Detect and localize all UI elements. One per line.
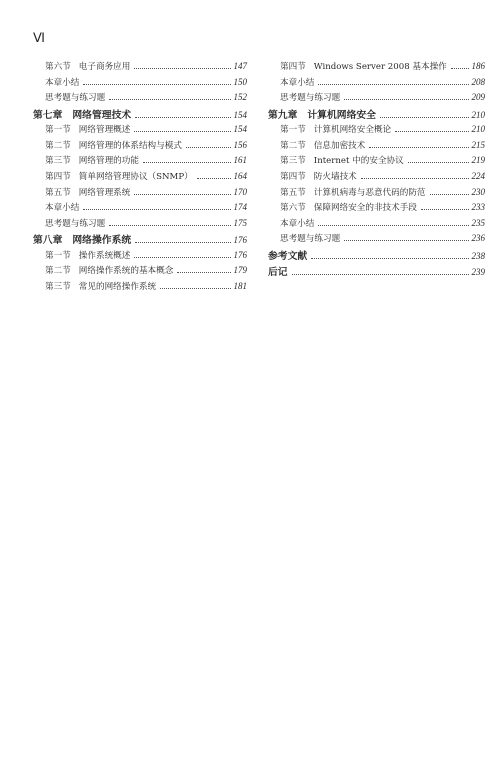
entry-number: 第七章 — [33, 109, 63, 121]
toc-section-entry[interactable] — [268, 170, 485, 186]
entry-page-number: 147 — [233, 61, 247, 71]
entry-title: 信息加密技术 — [313, 140, 366, 151]
entry-title: 参考文献 — [268, 250, 308, 262]
entry-title: Internet 中的安全协议 — [313, 156, 404, 167]
entry-page-number: 175 — [233, 217, 247, 228]
toc-section-entry[interactable] — [33, 91, 247, 107]
entry-title: 防火墙技术 — [313, 171, 357, 182]
page-number: Ⅵ — [33, 30, 45, 45]
toc-section-entry[interactable] — [33, 170, 247, 186]
entry-title: 网络管理技术 — [72, 109, 132, 121]
toc-left-column — [33, 60, 247, 296]
toc-section-entry[interactable] — [268, 217, 485, 233]
entry-title: 网络操作系统的基本概念 — [78, 266, 174, 277]
entry-number: 第二节 — [45, 266, 71, 277]
toc-chapter-entry[interactable] — [268, 248, 485, 264]
entry-page-number: 152 — [233, 92, 247, 103]
toc-section-entry[interactable] — [33, 264, 247, 280]
dot-leader — [109, 225, 230, 226]
entry-number: 第五节 — [280, 187, 306, 198]
dot-leader — [311, 258, 468, 259]
entry-number: 第六节 — [45, 62, 71, 72]
toc-section-entry[interactable] — [268, 91, 485, 107]
entry-number: 第八章 — [33, 235, 63, 247]
dot-leader — [361, 178, 469, 179]
entry-number: 第四节 — [280, 62, 306, 72]
entry-page-number: 154 — [233, 124, 247, 135]
dot-leader — [134, 68, 230, 69]
dot-leader — [421, 209, 469, 210]
dot-leader — [177, 272, 230, 273]
entry-page-number: 230 — [471, 186, 485, 197]
entry-number: 第一节 — [45, 125, 71, 136]
entry-page-number: 233 — [471, 202, 485, 213]
entry-title: 计算机网络安全 — [307, 109, 376, 121]
dot-leader — [83, 84, 230, 85]
entry-page-number: 179 — [233, 265, 247, 276]
entry-page-number: 164 — [233, 170, 247, 181]
dot-leader — [134, 131, 230, 132]
entry-page-number: 161 — [233, 155, 247, 166]
entry-title: 本章小结 — [45, 203, 80, 214]
dot-leader — [318, 225, 468, 226]
entry-title: 思考题与练习题 — [280, 234, 341, 245]
toc-section-entry[interactable] — [33, 201, 247, 217]
toc-section-entry[interactable] — [33, 139, 247, 155]
entry-page-number: 235 — [471, 217, 485, 228]
toc-chapter-entry[interactable] — [268, 264, 485, 280]
entry-page-number: 215 — [471, 139, 485, 150]
toc-section-entry[interactable] — [268, 232, 485, 248]
entry-title: 本章小结 — [280, 218, 315, 229]
entry-page-number: 154 — [233, 109, 247, 120]
entry-number: 第四节 — [45, 171, 71, 182]
dot-leader — [134, 257, 230, 258]
dot-leader — [369, 147, 468, 148]
dot-leader — [380, 117, 469, 118]
dot-leader — [318, 84, 468, 85]
dot-leader — [143, 162, 231, 163]
entry-number: 第三节 — [45, 156, 71, 167]
entry-title: 本章小结 — [280, 77, 315, 88]
entry-title: 网络管理的体系结构与模式 — [78, 140, 182, 151]
dot-leader — [292, 274, 469, 275]
toc-section-entry[interactable] — [33, 123, 247, 139]
toc-right-column — [268, 60, 485, 281]
dot-leader — [160, 288, 230, 289]
entry-page-number: 176 — [233, 235, 247, 246]
dot-leader — [134, 194, 230, 195]
dot-leader — [395, 131, 468, 132]
entry-page-number: 210 — [471, 109, 485, 120]
entry-title: 简单网络管理协议（SNMP） — [78, 171, 193, 182]
entry-page-number: 224 — [471, 170, 485, 181]
entry-number: 第九章 — [268, 109, 298, 121]
entry-page-number: 156 — [233, 139, 247, 150]
entry-page-number: 208 — [471, 76, 485, 87]
entry-page-number: 209 — [471, 92, 485, 103]
toc-section-entry[interactable] — [33, 76, 247, 92]
entry-number: 第五节 — [45, 187, 71, 198]
entry-title: 操作系统概述 — [78, 250, 131, 261]
entry-title: 电子商务应用 — [78, 62, 131, 72]
toc-section-entry[interactable] — [33, 280, 247, 296]
entry-title: 后记 — [268, 267, 288, 279]
entry-title: 网络管理系统 — [78, 187, 131, 198]
entry-title: 思考题与练习题 — [45, 93, 106, 104]
dot-leader — [430, 194, 469, 195]
toc-section-entry[interactable] — [268, 60, 485, 76]
entry-title: 网络操作系统 — [72, 235, 132, 247]
entry-number: 第一节 — [45, 250, 71, 261]
entry-number: 第六节 — [280, 203, 306, 214]
toc-section-entry[interactable] — [33, 249, 247, 265]
toc-section-entry[interactable] — [33, 154, 247, 170]
dot-leader — [186, 147, 231, 148]
dot-leader — [408, 162, 469, 163]
toc-section-entry[interactable] — [33, 186, 247, 202]
toc-section-entry[interactable] — [268, 201, 485, 217]
dot-leader — [109, 99, 230, 100]
entry-title: 网络管理概述 — [78, 125, 131, 136]
entry-title: 常见的网络操作系统 — [78, 281, 157, 292]
entry-title: Windows Server 2008 基本操作 — [313, 62, 447, 72]
entry-page-number: 236 — [471, 233, 485, 244]
entry-page-number: 181 — [233, 280, 247, 291]
toc-section-entry[interactable] — [33, 217, 247, 233]
entry-number: 第三节 — [280, 156, 306, 167]
entry-page-number: 174 — [233, 202, 247, 213]
entry-page-number: 238 — [471, 250, 485, 261]
toc-chapter-entry[interactable] — [268, 107, 485, 123]
entry-title: 网络管理的功能 — [78, 156, 139, 167]
entry-number: 第二节 — [280, 140, 306, 151]
entry-title: 计算机网络安全概论 — [313, 125, 392, 136]
entry-number: 第一节 — [280, 125, 306, 136]
dot-leader — [344, 240, 468, 241]
entry-page-number: 210 — [471, 124, 485, 135]
dot-leader — [135, 117, 230, 118]
entry-title: 计算机病毒与恶意代码的防范 — [313, 187, 426, 198]
toc-chapter-entry[interactable] — [33, 232, 247, 248]
entry-number: 第三节 — [45, 281, 71, 292]
toc-section-entry[interactable] — [268, 154, 485, 170]
entry-title: 思考题与练习题 — [280, 93, 341, 104]
entry-page-number: 176 — [233, 249, 247, 260]
dot-leader — [344, 99, 468, 100]
entry-title: 本章小结 — [45, 77, 80, 88]
toc-chapter-entry[interactable] — [33, 107, 247, 123]
dot-leader — [451, 68, 469, 69]
toc-section-entry[interactable] — [268, 186, 485, 202]
toc-section-entry[interactable] — [268, 76, 485, 92]
toc-section-entry[interactable] — [33, 60, 247, 76]
dot-leader — [83, 209, 230, 210]
entry-title: 保障网络安全的非技术手段 — [313, 203, 417, 214]
entry-page-number: 170 — [233, 186, 247, 197]
entry-number: 第二节 — [45, 140, 71, 151]
entry-page-number: 150 — [233, 76, 247, 87]
entry-page-number: 239 — [471, 267, 485, 278]
entry-number: 第四节 — [280, 171, 306, 182]
toc-section-entry[interactable] — [268, 123, 485, 139]
entry-title: 思考题与练习题 — [45, 218, 106, 229]
entry-page-number: 186 — [471, 61, 485, 71]
dot-leader — [197, 178, 231, 179]
entry-page-number: 219 — [471, 155, 485, 166]
dot-leader — [135, 242, 230, 243]
toc-section-entry[interactable] — [268, 139, 485, 155]
